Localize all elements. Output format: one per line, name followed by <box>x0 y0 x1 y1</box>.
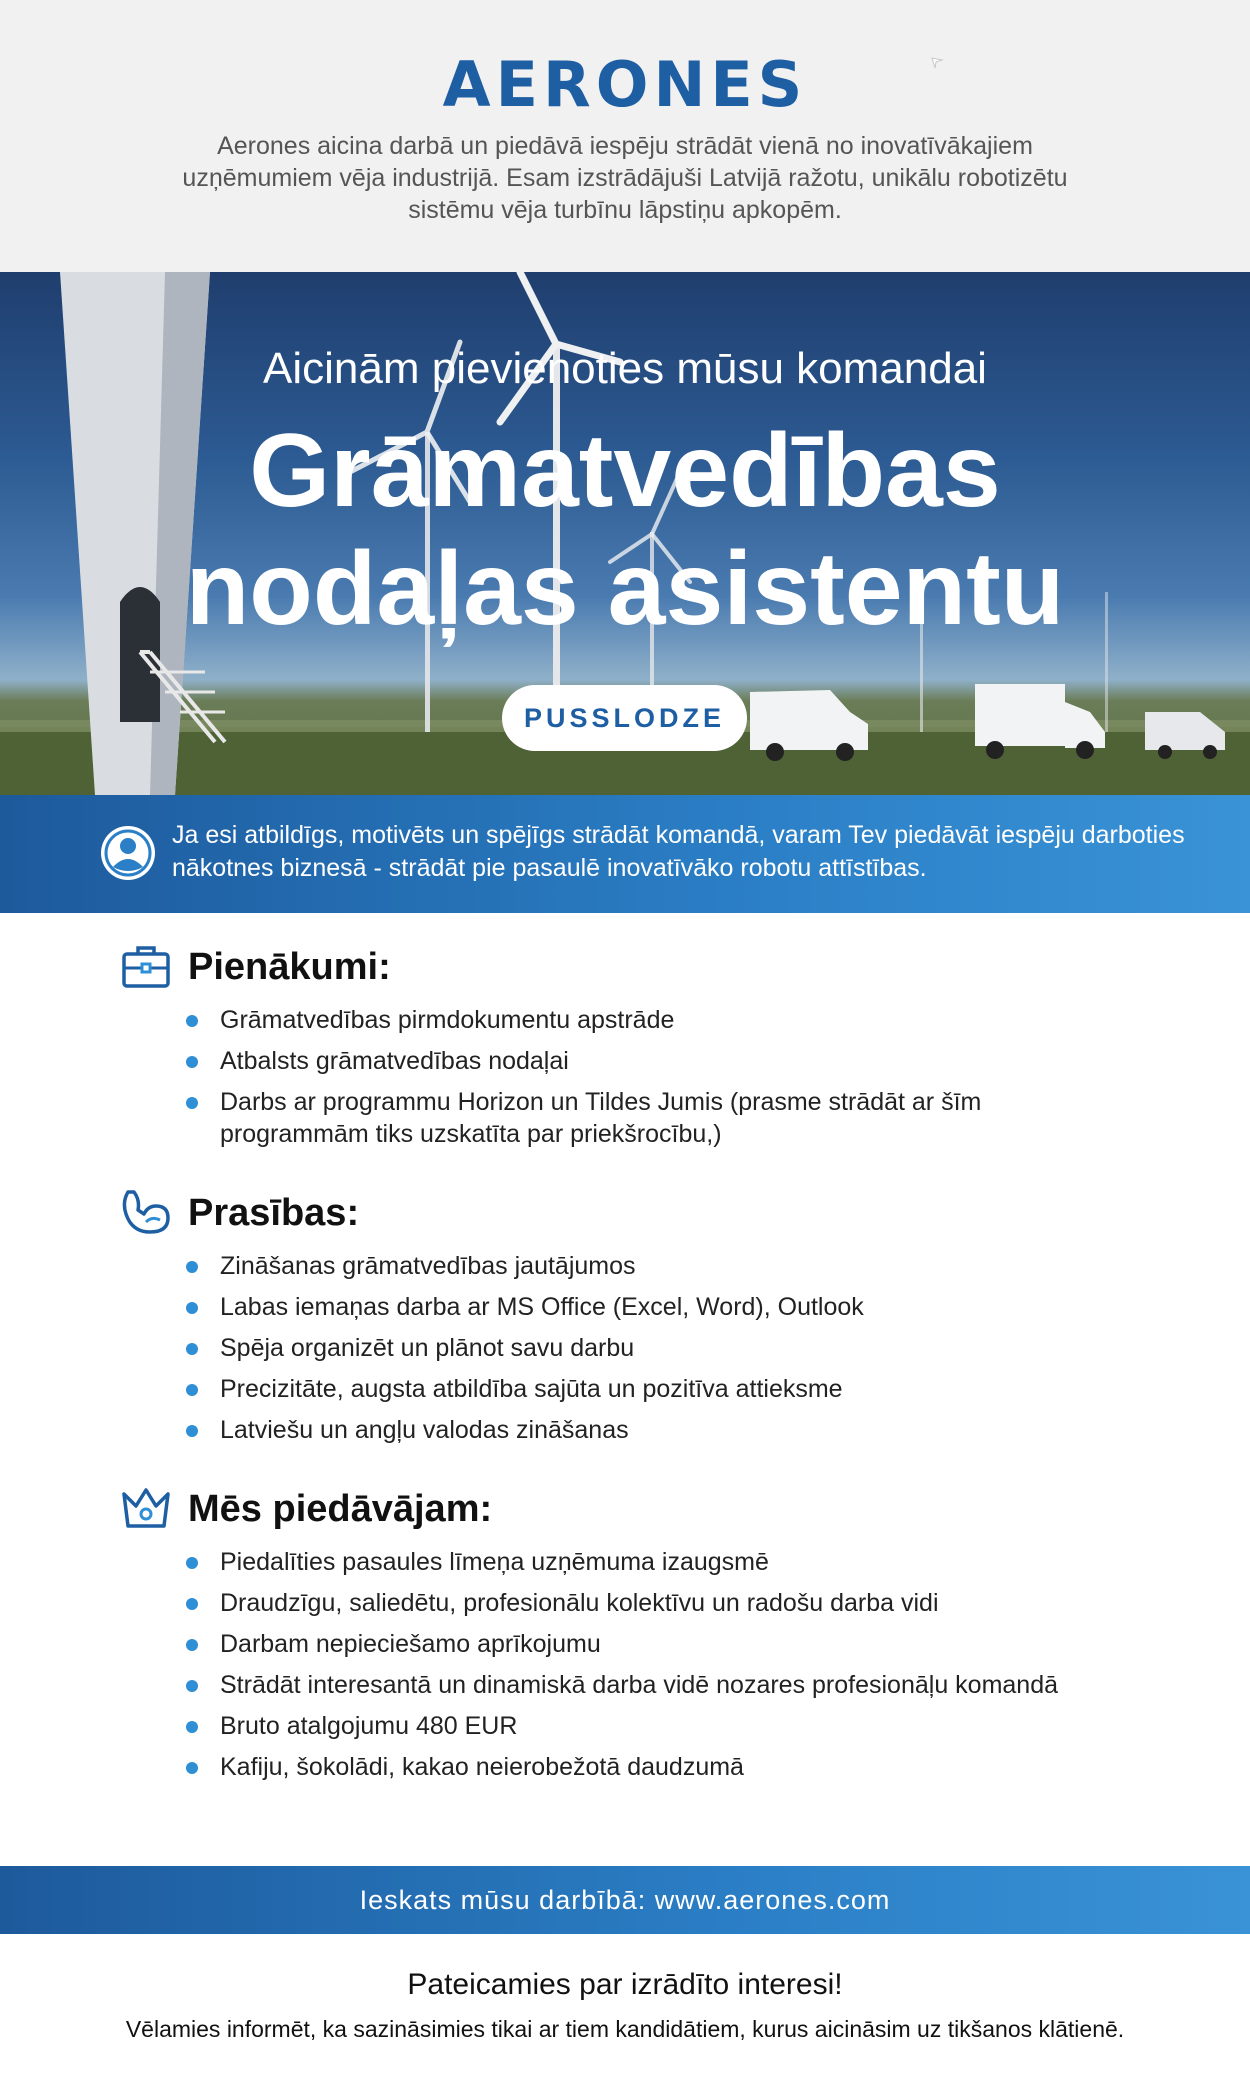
list-item: Spēja organizēt un plānot savu darbu <box>220 1332 1130 1364</box>
user-icon <box>100 825 156 881</box>
list-item: Strādāt interesantā un dinamiskā darba vidē nozares profesionāļu komandā <box>220 1669 1130 1701</box>
list-item: Zināšanas grāmatvedības jautājumos <box>220 1250 1130 1282</box>
motivation-banner <box>0 795 1250 913</box>
hero-banner <box>0 272 1250 795</box>
list-item: Atbalsts grāmatvedības nodaļai <box>220 1045 1130 1077</box>
header <box>0 0 1250 272</box>
contact-notice: Vēlamies informēt, ka sazināsimies tikai ar tiem kandidātiem, kurus aicināsim uz tikšanos klātienē. <box>125 2016 1125 2042</box>
flexed-arm-icon <box>120 1188 172 1238</box>
list-item: Kafiju, šokolādi, kakao neierobežotā daudzumā <box>220 1751 1130 1783</box>
motivation-text: Ja esi atbildīgs, motivēts un spējīgs strādāt komandā, varam Tev piedāvāt iespēju darboties nākotnes biznesā - strādāt pie pasaulē inovatīvāko robotu attīstības. <box>172 821 1185 882</box>
logo-text: AERONES <box>442 48 808 121</box>
duties-list <box>120 1004 1130 1150</box>
list-item: Darbs ar programmu Horizon un Tildes Jumis (prasme strādāt ar šīm programmām tiks uzskatīta par priekšrocību,) <box>220 1086 1130 1150</box>
crown-icon <box>120 1484 172 1534</box>
requirements-title: Prasības: <box>188 1192 360 1234</box>
list-item: Labas iemaņas darba ar MS Office (Excel, Word), Outlook <box>220 1291 1130 1323</box>
offer-section <box>120 1484 1130 1792</box>
offer-list <box>120 1546 1130 1783</box>
requirements-section <box>120 1188 1130 1455</box>
intro-text: Aerones aicina darbā un piedāvā iespēju strādāt vienā no inovatīvākajiem uzņēmumiem vēja industrijā. Esam izstrādājuši Latvijā ražotu, unikālu robotizētu sistēmu vēja turbīnu lāpstiņu apkopēm. <box>182 132 1068 224</box>
duties-section <box>120 942 1130 1159</box>
briefcase-icon <box>120 942 172 992</box>
employment-type-badge: PUSSLODZE <box>502 685 747 751</box>
job-title <box>0 412 1250 648</box>
list-item: Darbam nepieciešamo aprīkojumu <box>220 1628 1130 1660</box>
sparkle-icon <box>930 56 944 70</box>
list-item: Latviešu un angļu valodas zināšanas <box>220 1414 1130 1446</box>
aerones-logo <box>0 48 1250 121</box>
offer-title: Mēs piedāvājam: <box>188 1488 493 1530</box>
thanks-text: Pateicamies par izrādīto interesi! <box>407 1968 843 2001</box>
list-item: Bruto atalgojumu 480 EUR <box>220 1710 1130 1742</box>
list-item: Precizitāte, augsta atbildība sajūta un pozitīva attieksme <box>220 1373 1130 1405</box>
duties-title: Pienākumi: <box>188 946 391 988</box>
list-item: Draudzīgu, saliedētu, profesionālu kolektīvu un radošu darba vidi <box>220 1587 1130 1619</box>
job-title-line-1: Grāmatvedības <box>249 413 1001 529</box>
hero-subtitle: Aicinām pievienoties mūsu komandai <box>263 344 987 393</box>
list-item: Piedalīties pasaules līmeņa uzņēmuma izaugsmē <box>220 1546 1130 1578</box>
list-item: Grāmatvedības pirmdokumentu apstrāde <box>220 1004 1130 1036</box>
job-title-line-2: nodaļas asistentu <box>185 531 1065 647</box>
website-link[interactable]: Ieskats mūsu darbībā: www.aerones.com <box>0 1866 1250 1934</box>
requirements-list <box>120 1250 1130 1446</box>
